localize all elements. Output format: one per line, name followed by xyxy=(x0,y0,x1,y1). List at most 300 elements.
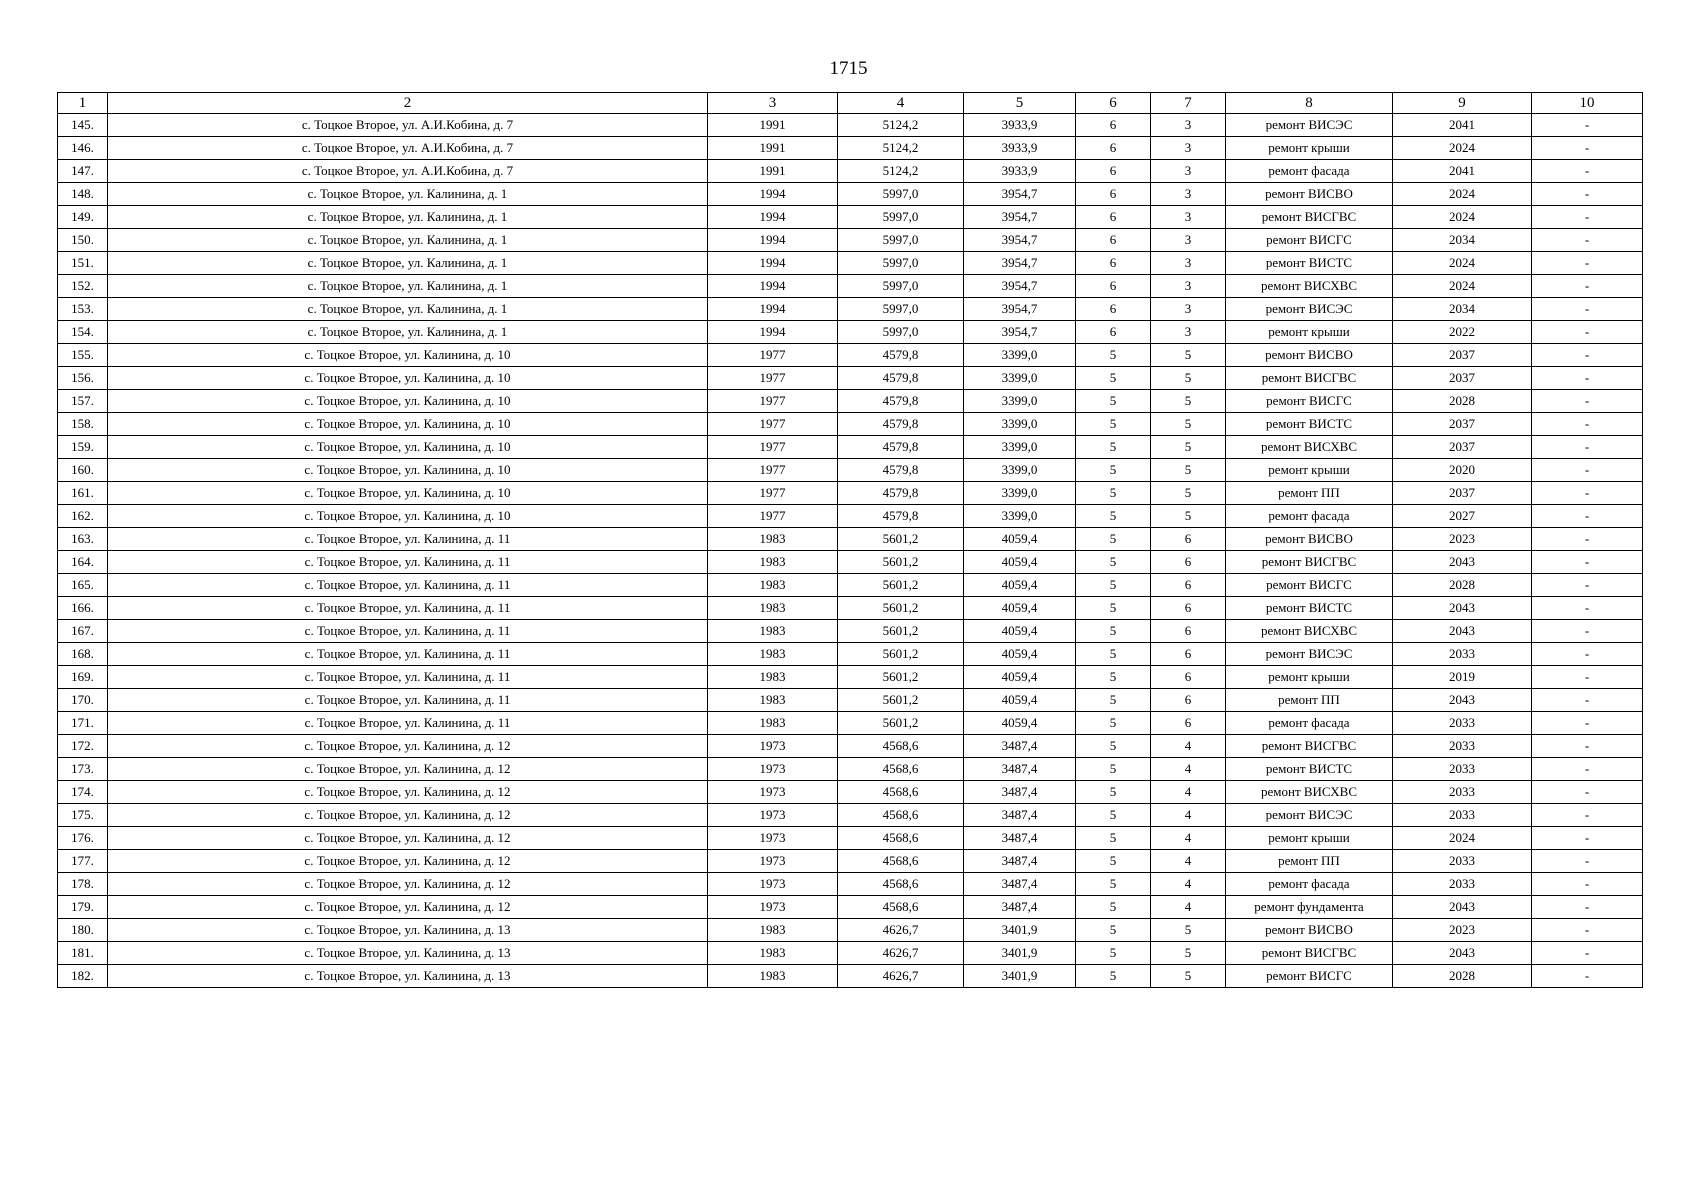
living-area-cell: 3399,0 xyxy=(964,436,1076,459)
row-number-cell: 153. xyxy=(58,298,108,321)
total-area-cell: 5601,2 xyxy=(838,643,964,666)
living-area-cell: 3399,0 xyxy=(964,413,1076,436)
note-cell: - xyxy=(1532,712,1643,735)
entrances-cell: 4 xyxy=(1151,873,1226,896)
floors-cell: 5 xyxy=(1076,712,1151,735)
address-cell: с. Тоцкое Второе, ул. Калинина, д. 1 xyxy=(108,252,708,275)
work-type-cell: ремонт крыши xyxy=(1226,137,1393,160)
note-cell: - xyxy=(1532,574,1643,597)
row-number-cell: 152. xyxy=(58,275,108,298)
work-type-cell: ремонт фасада xyxy=(1226,712,1393,735)
address-cell: с. Тоцкое Второе, ул. Калинина, д. 12 xyxy=(108,735,708,758)
column-header: 10 xyxy=(1532,93,1643,114)
row-number-cell: 162. xyxy=(58,505,108,528)
entrances-cell: 6 xyxy=(1151,689,1226,712)
row-number-cell: 180. xyxy=(58,919,108,942)
entrances-cell: 4 xyxy=(1151,735,1226,758)
row-number-cell: 147. xyxy=(58,160,108,183)
entrances-cell: 6 xyxy=(1151,666,1226,689)
total-area-cell: 4568,6 xyxy=(838,827,964,850)
total-area-cell: 5601,2 xyxy=(838,712,964,735)
row-number-cell: 163. xyxy=(58,528,108,551)
note-cell: - xyxy=(1532,804,1643,827)
total-area-cell: 5997,0 xyxy=(838,229,964,252)
total-area-cell: 4579,8 xyxy=(838,505,964,528)
entrances-cell: 3 xyxy=(1151,183,1226,206)
year-built-cell: 1977 xyxy=(708,482,838,505)
work-type-cell: ремонт ВИСГВС xyxy=(1226,942,1393,965)
living-area-cell: 3954,7 xyxy=(964,298,1076,321)
total-area-cell: 5601,2 xyxy=(838,551,964,574)
entrances-cell: 6 xyxy=(1151,551,1226,574)
planned-year-cell: 2034 xyxy=(1393,298,1532,321)
entrances-cell: 4 xyxy=(1151,804,1226,827)
table-row xyxy=(58,482,1643,505)
living-area-cell: 3954,7 xyxy=(964,321,1076,344)
planned-year-cell: 2024 xyxy=(1393,206,1532,229)
total-area-cell: 5997,0 xyxy=(838,183,964,206)
work-type-cell: ремонт крыши xyxy=(1226,321,1393,344)
year-built-cell: 1977 xyxy=(708,505,838,528)
table-row xyxy=(58,206,1643,229)
table-row xyxy=(58,666,1643,689)
work-type-cell: ремонт ВИСТС xyxy=(1226,758,1393,781)
total-area-cell: 4568,6 xyxy=(838,804,964,827)
year-built-cell: 1983 xyxy=(708,689,838,712)
work-type-cell: ремонт ВИСХВС xyxy=(1226,275,1393,298)
address-cell: с. Тоцкое Второе, ул. А.И.Кобина, д. 7 xyxy=(108,160,708,183)
row-number-cell: 176. xyxy=(58,827,108,850)
planned-year-cell: 2024 xyxy=(1393,183,1532,206)
living-area-cell: 3399,0 xyxy=(964,482,1076,505)
work-type-cell: ремонт ВИСГС xyxy=(1226,965,1393,988)
year-built-cell: 1973 xyxy=(708,735,838,758)
total-area-cell: 4568,6 xyxy=(838,873,964,896)
total-area-cell: 4579,8 xyxy=(838,413,964,436)
entrances-cell: 5 xyxy=(1151,505,1226,528)
row-number-cell: 157. xyxy=(58,390,108,413)
planned-year-cell: 2033 xyxy=(1393,735,1532,758)
total-area-cell: 5601,2 xyxy=(838,528,964,551)
work-type-cell: ремонт ВИСТС xyxy=(1226,252,1393,275)
row-number-cell: 169. xyxy=(58,666,108,689)
planned-year-cell: 2043 xyxy=(1393,689,1532,712)
note-cell: - xyxy=(1532,436,1643,459)
year-built-cell: 1983 xyxy=(708,643,838,666)
table-row xyxy=(58,735,1643,758)
table-row xyxy=(58,873,1643,896)
table-row xyxy=(58,896,1643,919)
column-header: 8 xyxy=(1226,93,1393,114)
address-cell: с. Тоцкое Второе, ул. Калинина, д. 10 xyxy=(108,344,708,367)
total-area-cell: 5601,2 xyxy=(838,666,964,689)
address-cell: с. Тоцкое Второе, ул. Калинина, д. 11 xyxy=(108,620,708,643)
total-area-cell: 5601,2 xyxy=(838,689,964,712)
note-cell: - xyxy=(1532,344,1643,367)
floors-cell: 5 xyxy=(1076,344,1151,367)
planned-year-cell: 2027 xyxy=(1393,505,1532,528)
address-cell: с. Тоцкое Второе, ул. Калинина, д. 1 xyxy=(108,298,708,321)
work-type-cell: ремонт ПП xyxy=(1226,689,1393,712)
year-built-cell: 1973 xyxy=(708,850,838,873)
address-cell: с. Тоцкое Второе, ул. Калинина, д. 12 xyxy=(108,781,708,804)
total-area-cell: 4579,8 xyxy=(838,482,964,505)
year-built-cell: 1983 xyxy=(708,919,838,942)
floors-cell: 5 xyxy=(1076,505,1151,528)
living-area-cell: 3399,0 xyxy=(964,367,1076,390)
year-built-cell: 1991 xyxy=(708,114,838,137)
living-area-cell: 3954,7 xyxy=(964,229,1076,252)
planned-year-cell: 2033 xyxy=(1393,781,1532,804)
planned-year-cell: 2024 xyxy=(1393,252,1532,275)
year-built-cell: 1977 xyxy=(708,367,838,390)
table-row xyxy=(58,275,1643,298)
year-built-cell: 1973 xyxy=(708,827,838,850)
floors-cell: 5 xyxy=(1076,528,1151,551)
entrances-cell: 4 xyxy=(1151,758,1226,781)
total-area-cell: 4626,7 xyxy=(838,965,964,988)
row-number-cell: 146. xyxy=(58,137,108,160)
living-area-cell: 3487,4 xyxy=(964,827,1076,850)
table-row xyxy=(58,160,1643,183)
floors-cell: 5 xyxy=(1076,459,1151,482)
note-cell: - xyxy=(1532,114,1643,137)
table-row xyxy=(58,804,1643,827)
entrances-cell: 5 xyxy=(1151,413,1226,436)
total-area-cell: 5124,2 xyxy=(838,160,964,183)
note-cell: - xyxy=(1532,482,1643,505)
work-type-cell: ремонт ВИСВО xyxy=(1226,919,1393,942)
work-type-cell: ремонт ВИСГВС xyxy=(1226,206,1393,229)
address-cell: с. Тоцкое Второе, ул. А.И.Кобина, д. 7 xyxy=(108,137,708,160)
work-type-cell: ремонт ВИСХВС xyxy=(1226,436,1393,459)
floors-cell: 6 xyxy=(1076,160,1151,183)
note-cell: - xyxy=(1532,160,1643,183)
entrances-cell: 5 xyxy=(1151,482,1226,505)
living-area-cell: 3933,9 xyxy=(964,114,1076,137)
planned-year-cell: 2033 xyxy=(1393,804,1532,827)
living-area-cell: 4059,4 xyxy=(964,528,1076,551)
floors-cell: 5 xyxy=(1076,643,1151,666)
total-area-cell: 5997,0 xyxy=(838,321,964,344)
work-type-cell: ремонт ВИСГВС xyxy=(1226,735,1393,758)
table-row xyxy=(58,344,1643,367)
floors-cell: 5 xyxy=(1076,781,1151,804)
work-type-cell: ремонт ВИСГВС xyxy=(1226,367,1393,390)
year-built-cell: 1973 xyxy=(708,781,838,804)
address-cell: с. Тоцкое Второе, ул. Калинина, д. 10 xyxy=(108,505,708,528)
living-area-cell: 3487,4 xyxy=(964,873,1076,896)
year-built-cell: 1977 xyxy=(708,390,838,413)
floors-cell: 6 xyxy=(1076,137,1151,160)
column-header: 7 xyxy=(1151,93,1226,114)
table-body xyxy=(58,114,1643,988)
row-number-cell: 150. xyxy=(58,229,108,252)
table-row xyxy=(58,942,1643,965)
floors-cell: 5 xyxy=(1076,735,1151,758)
work-type-cell: ремонт крыши xyxy=(1226,666,1393,689)
work-type-cell: ремонт ВИСГС xyxy=(1226,574,1393,597)
floors-cell: 5 xyxy=(1076,413,1151,436)
note-cell: - xyxy=(1532,183,1643,206)
year-built-cell: 1994 xyxy=(708,229,838,252)
work-type-cell: ремонт фасада xyxy=(1226,505,1393,528)
floors-cell: 5 xyxy=(1076,574,1151,597)
entrances-cell: 5 xyxy=(1151,919,1226,942)
table-row xyxy=(58,229,1643,252)
address-cell: с. Тоцкое Второе, ул. Калинина, д. 13 xyxy=(108,965,708,988)
address-cell: с. Тоцкое Второе, ул. Калинина, д. 1 xyxy=(108,275,708,298)
living-area-cell: 3401,9 xyxy=(964,919,1076,942)
row-number-cell: 154. xyxy=(58,321,108,344)
table-row xyxy=(58,321,1643,344)
row-number-cell: 155. xyxy=(58,344,108,367)
row-number-cell: 167. xyxy=(58,620,108,643)
floors-cell: 6 xyxy=(1076,229,1151,252)
row-number-cell: 171. xyxy=(58,712,108,735)
entrances-cell: 3 xyxy=(1151,229,1226,252)
entrances-cell: 6 xyxy=(1151,643,1226,666)
address-cell: с. Тоцкое Второе, ул. Калинина, д. 1 xyxy=(108,206,708,229)
total-area-cell: 4568,6 xyxy=(838,735,964,758)
row-number-cell: 177. xyxy=(58,850,108,873)
work-type-cell: ремонт крыши xyxy=(1226,459,1393,482)
year-built-cell: 1994 xyxy=(708,275,838,298)
row-number-cell: 149. xyxy=(58,206,108,229)
row-number-cell: 166. xyxy=(58,597,108,620)
work-type-cell: ремонт ВИСВО xyxy=(1226,183,1393,206)
living-area-cell: 3399,0 xyxy=(964,390,1076,413)
year-built-cell: 1983 xyxy=(708,574,838,597)
row-number-cell: 182. xyxy=(58,965,108,988)
floors-cell: 5 xyxy=(1076,666,1151,689)
table-row xyxy=(58,183,1643,206)
note-cell: - xyxy=(1532,689,1643,712)
address-cell: с. Тоцкое Второе, ул. Калинина, д. 10 xyxy=(108,367,708,390)
address-cell: с. Тоцкое Второе, ул. Калинина, д. 10 xyxy=(108,459,708,482)
table-row xyxy=(58,597,1643,620)
row-number-cell: 161. xyxy=(58,482,108,505)
floors-cell: 5 xyxy=(1076,758,1151,781)
work-type-cell: ремонт ВИСВО xyxy=(1226,528,1393,551)
table-row xyxy=(58,505,1643,528)
total-area-cell: 5601,2 xyxy=(838,597,964,620)
note-cell: - xyxy=(1532,459,1643,482)
floors-cell: 6 xyxy=(1076,114,1151,137)
work-type-cell: ремонт ВИСТС xyxy=(1226,597,1393,620)
note-cell: - xyxy=(1532,275,1643,298)
total-area-cell: 5997,0 xyxy=(838,298,964,321)
planned-year-cell: 2024 xyxy=(1393,275,1532,298)
address-cell: с. Тоцкое Второе, ул. Калинина, д. 10 xyxy=(108,436,708,459)
total-area-cell: 5601,2 xyxy=(838,620,964,643)
floors-cell: 5 xyxy=(1076,942,1151,965)
note-cell: - xyxy=(1532,551,1643,574)
planned-year-cell: 2033 xyxy=(1393,712,1532,735)
row-number-cell: 175. xyxy=(58,804,108,827)
year-built-cell: 1983 xyxy=(708,528,838,551)
row-number-cell: 158. xyxy=(58,413,108,436)
work-type-cell: ремонт ПП xyxy=(1226,850,1393,873)
living-area-cell: 3487,4 xyxy=(964,735,1076,758)
total-area-cell: 4579,8 xyxy=(838,459,964,482)
table-row xyxy=(58,712,1643,735)
total-area-cell: 4626,7 xyxy=(838,942,964,965)
work-type-cell: ремонт ВИСХВС xyxy=(1226,781,1393,804)
total-area-cell: 5997,0 xyxy=(838,275,964,298)
address-cell: с. Тоцкое Второе, ул. Калинина, д. 13 xyxy=(108,942,708,965)
row-number-cell: 170. xyxy=(58,689,108,712)
living-area-cell: 4059,4 xyxy=(964,574,1076,597)
row-number-cell: 145. xyxy=(58,114,108,137)
work-type-cell: ремонт ВИСЭС xyxy=(1226,804,1393,827)
address-cell: с. Тоцкое Второе, ул. Калинина, д. 12 xyxy=(108,873,708,896)
floors-cell: 6 xyxy=(1076,183,1151,206)
total-area-cell: 4568,6 xyxy=(838,758,964,781)
year-built-cell: 1983 xyxy=(708,965,838,988)
note-cell: - xyxy=(1532,137,1643,160)
note-cell: - xyxy=(1532,873,1643,896)
address-cell: с. Тоцкое Второе, ул. Калинина, д. 1 xyxy=(108,321,708,344)
living-area-cell: 3933,9 xyxy=(964,137,1076,160)
planned-year-cell: 2043 xyxy=(1393,620,1532,643)
planned-year-cell: 2041 xyxy=(1393,114,1532,137)
address-cell: с. Тоцкое Второе, ул. Калинина, д. 10 xyxy=(108,390,708,413)
year-built-cell: 1991 xyxy=(708,137,838,160)
planned-year-cell: 2037 xyxy=(1393,413,1532,436)
living-area-cell: 4059,4 xyxy=(964,620,1076,643)
year-built-cell: 1983 xyxy=(708,712,838,735)
total-area-cell: 4568,6 xyxy=(838,781,964,804)
table-row xyxy=(58,528,1643,551)
year-built-cell: 1973 xyxy=(708,758,838,781)
entrances-cell: 3 xyxy=(1151,114,1226,137)
planned-year-cell: 2033 xyxy=(1393,873,1532,896)
planned-year-cell: 2019 xyxy=(1393,666,1532,689)
work-type-cell: ремонт ВИСЭС xyxy=(1226,114,1393,137)
note-cell: - xyxy=(1532,390,1643,413)
row-number-cell: 160. xyxy=(58,459,108,482)
planned-year-cell: 2037 xyxy=(1393,436,1532,459)
note-cell: - xyxy=(1532,252,1643,275)
living-area-cell: 4059,4 xyxy=(964,597,1076,620)
row-number-cell: 179. xyxy=(58,896,108,919)
total-area-cell: 4579,8 xyxy=(838,367,964,390)
planned-year-cell: 2037 xyxy=(1393,482,1532,505)
note-cell: - xyxy=(1532,758,1643,781)
floors-cell: 5 xyxy=(1076,689,1151,712)
note-cell: - xyxy=(1532,528,1643,551)
address-cell: с. Тоцкое Второе, ул. Калинина, д. 12 xyxy=(108,896,708,919)
row-number-cell: 156. xyxy=(58,367,108,390)
address-cell: с. Тоцкое Второе, ул. Калинина, д. 12 xyxy=(108,827,708,850)
note-cell: - xyxy=(1532,781,1643,804)
year-built-cell: 1977 xyxy=(708,413,838,436)
row-number-cell: 178. xyxy=(58,873,108,896)
work-type-cell: ремонт ВИСХВС xyxy=(1226,620,1393,643)
column-header: 2 xyxy=(108,93,708,114)
note-cell: - xyxy=(1532,505,1643,528)
address-cell: с. Тоцкое Второе, ул. Калинина, д. 11 xyxy=(108,712,708,735)
table-row xyxy=(58,551,1643,574)
living-area-cell: 3954,7 xyxy=(964,183,1076,206)
row-number-cell: 151. xyxy=(58,252,108,275)
planned-year-cell: 2028 xyxy=(1393,965,1532,988)
address-cell: с. Тоцкое Второе, ул. Калинина, д. 11 xyxy=(108,666,708,689)
table-row xyxy=(58,436,1643,459)
living-area-cell: 4059,4 xyxy=(964,666,1076,689)
floors-cell: 5 xyxy=(1076,620,1151,643)
table-row xyxy=(58,850,1643,873)
living-area-cell: 3954,7 xyxy=(964,252,1076,275)
table-row xyxy=(58,781,1643,804)
table-row xyxy=(58,919,1643,942)
year-built-cell: 1983 xyxy=(708,666,838,689)
address-cell: с. Тоцкое Второе, ул. А.И.Кобина, д. 7 xyxy=(108,114,708,137)
year-built-cell: 1983 xyxy=(708,620,838,643)
entrances-cell: 3 xyxy=(1151,275,1226,298)
entrances-cell: 3 xyxy=(1151,160,1226,183)
floors-cell: 5 xyxy=(1076,850,1151,873)
table-row xyxy=(58,459,1643,482)
entrances-cell: 4 xyxy=(1151,896,1226,919)
total-area-cell: 5997,0 xyxy=(838,252,964,275)
planned-year-cell: 2023 xyxy=(1393,919,1532,942)
living-area-cell: 4059,4 xyxy=(964,689,1076,712)
entrances-cell: 3 xyxy=(1151,298,1226,321)
planned-year-cell: 2033 xyxy=(1393,643,1532,666)
column-header: 9 xyxy=(1393,93,1532,114)
note-cell: - xyxy=(1532,413,1643,436)
work-type-cell: ремонт ВИСГС xyxy=(1226,229,1393,252)
living-area-cell: 3487,4 xyxy=(964,758,1076,781)
work-type-cell: ремонт ВИСГВС xyxy=(1226,551,1393,574)
address-cell: с. Тоцкое Второе, ул. Калинина, д. 10 xyxy=(108,413,708,436)
floors-cell: 5 xyxy=(1076,482,1151,505)
work-type-cell: ремонт фасада xyxy=(1226,160,1393,183)
address-cell: с. Тоцкое Второе, ул. Калинина, д. 11 xyxy=(108,574,708,597)
floors-cell: 5 xyxy=(1076,896,1151,919)
note-cell: - xyxy=(1532,735,1643,758)
address-cell: с. Тоцкое Второе, ул. Калинина, д. 11 xyxy=(108,551,708,574)
page-number: 1715 xyxy=(829,58,868,79)
work-type-cell: ремонт ВИСЭС xyxy=(1226,643,1393,666)
year-built-cell: 1994 xyxy=(708,321,838,344)
total-area-cell: 4568,6 xyxy=(838,850,964,873)
floors-cell: 5 xyxy=(1076,873,1151,896)
work-type-cell: ремонт ВИСГС xyxy=(1226,390,1393,413)
year-built-cell: 1991 xyxy=(708,160,838,183)
address-cell: с. Тоцкое Второе, ул. Калинина, д. 1 xyxy=(108,229,708,252)
year-built-cell: 1977 xyxy=(708,344,838,367)
column-header: 6 xyxy=(1076,93,1151,114)
year-built-cell: 1977 xyxy=(708,459,838,482)
entrances-cell: 3 xyxy=(1151,321,1226,344)
note-cell: - xyxy=(1532,597,1643,620)
table-row xyxy=(58,827,1643,850)
address-cell: с. Тоцкое Второе, ул. Калинина, д. 11 xyxy=(108,689,708,712)
entrances-cell: 6 xyxy=(1151,620,1226,643)
living-area-cell: 3487,4 xyxy=(964,850,1076,873)
year-built-cell: 1994 xyxy=(708,298,838,321)
row-number-cell: 168. xyxy=(58,643,108,666)
planned-year-cell: 2020 xyxy=(1393,459,1532,482)
total-area-cell: 4579,8 xyxy=(838,344,964,367)
address-cell: с. Тоцкое Второе, ул. Калинина, д. 10 xyxy=(108,482,708,505)
work-type-cell: ремонт ВИСЭС xyxy=(1226,298,1393,321)
row-number-cell: 173. xyxy=(58,758,108,781)
living-area-cell: 3487,4 xyxy=(964,804,1076,827)
